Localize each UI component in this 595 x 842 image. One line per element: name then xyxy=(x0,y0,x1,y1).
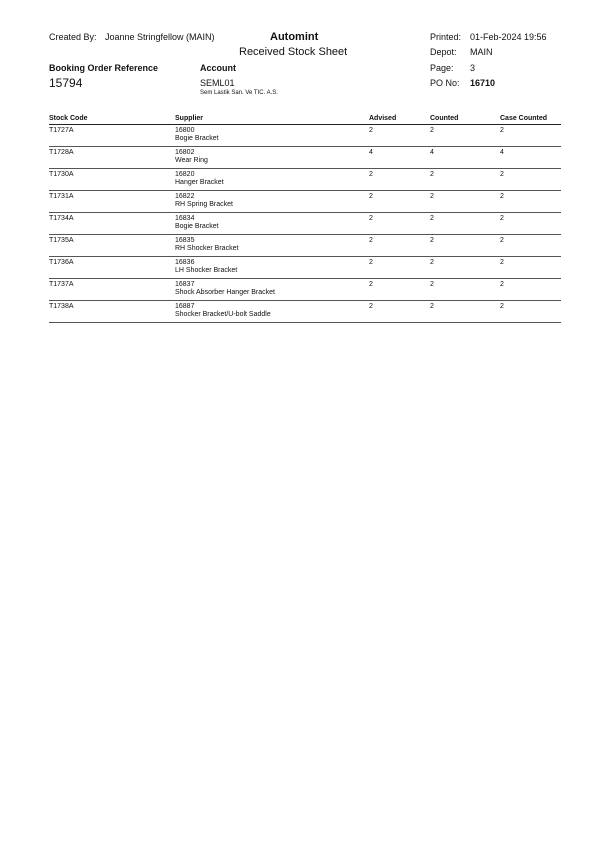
counted-cell: 2 xyxy=(430,215,434,222)
printed-label: Printed: xyxy=(430,32,462,42)
table-row xyxy=(0,302,595,324)
row-divider xyxy=(49,190,561,191)
po-value: 16710 xyxy=(470,78,496,88)
account-label: Account xyxy=(200,63,236,73)
stock-code-cell: T1734A xyxy=(49,215,74,222)
supplier-code-cell: 16820 xyxy=(175,171,195,178)
column-header-supplier: Supplier xyxy=(175,115,204,122)
counted-cell: 2 xyxy=(430,237,434,244)
case-counted-cell: 2 xyxy=(500,303,504,310)
stock-code-cell: T1737A xyxy=(49,281,74,288)
description-cell: Wear Ring xyxy=(175,157,208,164)
column-header-case-counted: Case Counted xyxy=(500,115,548,122)
header-rule xyxy=(49,124,561,125)
counted-cell: 2 xyxy=(430,193,434,200)
advised-cell: 2 xyxy=(369,193,373,200)
description-cell: Bogie Bracket xyxy=(175,135,219,142)
table-row xyxy=(0,236,595,258)
advised-cell: 2 xyxy=(369,303,373,310)
row-divider xyxy=(49,146,561,147)
row-divider xyxy=(49,168,561,169)
counted-cell: 2 xyxy=(430,303,434,310)
printed-value: 01-Feb-2024 19:56 xyxy=(470,32,547,42)
depot-value: MAIN xyxy=(470,47,493,57)
row-divider xyxy=(49,322,561,323)
depot-label: Depot: xyxy=(430,47,457,57)
page-value: 3 xyxy=(470,63,476,73)
case-counted-cell: 2 xyxy=(500,259,504,266)
counted-cell: 2 xyxy=(430,281,434,288)
created-by-label: Created By: xyxy=(49,32,97,42)
description-cell: Bogie Bracket xyxy=(175,223,219,230)
column-header-advised: Advised xyxy=(369,115,397,122)
description-cell: Shocker Bracket/U-bolt Saddle xyxy=(175,311,271,318)
booking-order-label: Booking Order Reference xyxy=(49,63,159,73)
account-name: Sem Lastik San. Ve TIC. A.S. xyxy=(200,90,278,96)
case-counted-cell: 2 xyxy=(500,215,504,222)
case-counted-cell: 2 xyxy=(500,193,504,200)
stock-code-cell: T1731A xyxy=(49,193,74,200)
column-header-counted: Counted xyxy=(430,115,459,122)
row-divider xyxy=(49,256,561,257)
stock-code-cell: T1728A xyxy=(49,149,74,156)
advised-cell: 2 xyxy=(369,171,373,178)
booking-order-reference: 15794 xyxy=(49,76,83,90)
stock-code-cell: T1736A xyxy=(49,259,74,266)
counted-cell: 2 xyxy=(430,127,434,134)
advised-cell: 2 xyxy=(369,127,373,134)
description-cell: Hanger Bracket xyxy=(175,179,224,186)
case-counted-cell: 4 xyxy=(500,149,504,156)
table-row xyxy=(0,258,595,280)
row-divider xyxy=(49,234,561,235)
counted-cell: 4 xyxy=(430,149,434,156)
row-divider xyxy=(49,300,561,301)
table-row xyxy=(0,126,595,148)
table-row xyxy=(0,192,595,214)
page-label: Page: xyxy=(430,63,454,73)
stock-code-cell: T1730A xyxy=(49,171,74,178)
advised-cell: 4 xyxy=(369,149,373,156)
counted-cell: 2 xyxy=(430,259,434,266)
advised-cell: 2 xyxy=(369,237,373,244)
table-row xyxy=(0,214,595,236)
column-header-stock-code: Stock Code xyxy=(49,115,88,122)
case-counted-cell: 2 xyxy=(500,237,504,244)
supplier-code-cell: 16822 xyxy=(175,193,195,200)
row-divider xyxy=(49,278,561,279)
row-divider xyxy=(49,212,561,213)
document-title: Received Stock Sheet xyxy=(239,46,348,58)
stock-code-cell: T1727A xyxy=(49,127,74,134)
created-by-value: Joanne Stringfellow (MAIN) xyxy=(105,32,215,42)
table-row xyxy=(0,280,595,302)
description-cell: Shock Absorber Hanger Bracket xyxy=(175,289,275,296)
advised-cell: 2 xyxy=(369,259,373,266)
advised-cell: 2 xyxy=(369,215,373,222)
table-row xyxy=(0,148,595,170)
case-counted-cell: 2 xyxy=(500,171,504,178)
description-cell: LH Shocker Bracket xyxy=(175,267,238,274)
supplier-code-cell: 16837 xyxy=(175,281,195,288)
po-label: PO No: xyxy=(430,78,460,88)
advised-cell: 2 xyxy=(369,281,373,288)
stock-code-cell: T1738A xyxy=(49,303,74,310)
supplier-code-cell: 16836 xyxy=(175,259,195,266)
case-counted-cell: 2 xyxy=(500,127,504,134)
table-row xyxy=(0,170,595,192)
description-cell: RH Shocker Bracket xyxy=(175,245,239,252)
supplier-code-cell: 16835 xyxy=(175,237,195,244)
stock-code-cell: T1735A xyxy=(49,237,74,244)
case-counted-cell: 2 xyxy=(500,281,504,288)
supplier-code-cell: 16887 xyxy=(175,303,195,310)
company-name: Automint xyxy=(270,31,319,43)
supplier-code-cell: 16802 xyxy=(175,149,195,156)
supplier-code-cell: 16834 xyxy=(175,215,195,222)
supplier-code-cell: 16800 xyxy=(175,127,195,134)
account-code: SEML01 xyxy=(200,78,235,88)
counted-cell: 2 xyxy=(430,171,434,178)
description-cell: RH Spring Bracket xyxy=(175,201,233,208)
